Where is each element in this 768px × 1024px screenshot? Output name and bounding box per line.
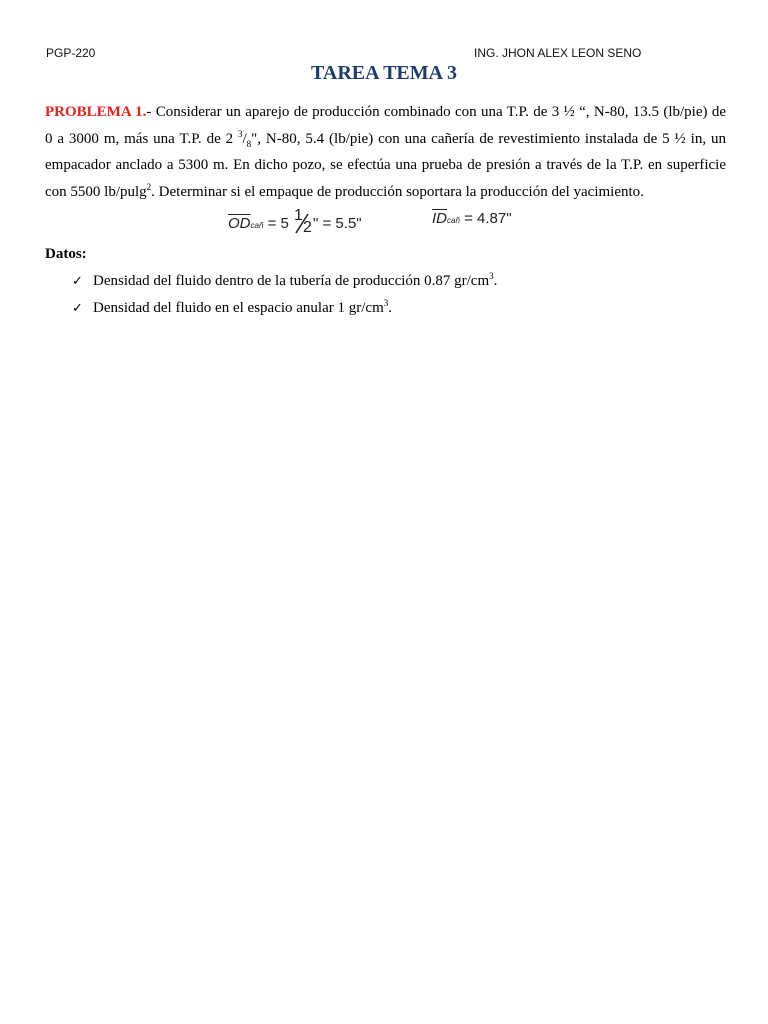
check-icon: ✓ [72, 274, 83, 289]
od-equals: = 5 [263, 215, 294, 232]
problem-text-3: . Determinar si el empaque de producción soportara la producción del yacimiento. [151, 183, 644, 200]
id-subscript: cañ [447, 216, 460, 225]
od-fraction-num: 1 [294, 207, 303, 224]
id-result: = 4.87" [459, 210, 512, 227]
header-instructor: ING. JHON ALEX LEON SENO [474, 46, 642, 60]
list-item [72, 300, 392, 317]
od-fraction-den: 2 [303, 219, 312, 236]
od-symbol: $\overline{OD}$ [228, 215, 251, 232]
list-item-end: . [493, 273, 498, 289]
datos-heading: Datos: [45, 246, 87, 262]
problem-text-2: ", N-80, 5.4 (lb/pie) con una cañería de revestimiento instalada de 5 ½ in, un empacador anclado a 5300 m. En dicho pozo, se efectúa una prueba de presión a través de la T.P. en superficie con 5500 lb/pulg [45, 130, 726, 200]
od-subscript: cañ [250, 221, 264, 230]
page-title: TAREA TEMA 3 [311, 62, 457, 84]
fraction-slash: / [242, 130, 247, 147]
list-item-end: . [388, 300, 392, 316]
od-result: " = 5.5" [313, 215, 362, 232]
formula-od [228, 207, 362, 238]
exponent: 3 [383, 298, 389, 308]
header-course-code: PGP-220 [46, 46, 96, 60]
formula-id [432, 210, 512, 238]
problem-text-1: - Considerar un aparejo de producción combinado con una T.P. de 3 ½ “, N-80, 13.5 (lb/pie) de 0 a 3000 m, más una T.P. de 2 [45, 104, 726, 147]
list-item-text: Densidad del fluido en el espacio anular 1 gr/cm [93, 300, 384, 316]
list-item [72, 273, 497, 290]
list-item-text: Densidad del fluido dentro de la tubería de producción 0.87 gr/cm [93, 273, 490, 289]
exponent: 2 [146, 181, 152, 192]
fraction-denominator: 8 [246, 138, 252, 149]
exponent: 3 [489, 271, 494, 281]
fraction-numerator: 3 [238, 128, 243, 139]
problem-label: PROBLEMA 1. [45, 104, 147, 120]
check-icon: ✓ [72, 301, 83, 316]
id-symbol: $\overline{ID}$ [432, 210, 447, 227]
od-fraction [293, 207, 313, 236]
problem-statement [45, 99, 726, 205]
